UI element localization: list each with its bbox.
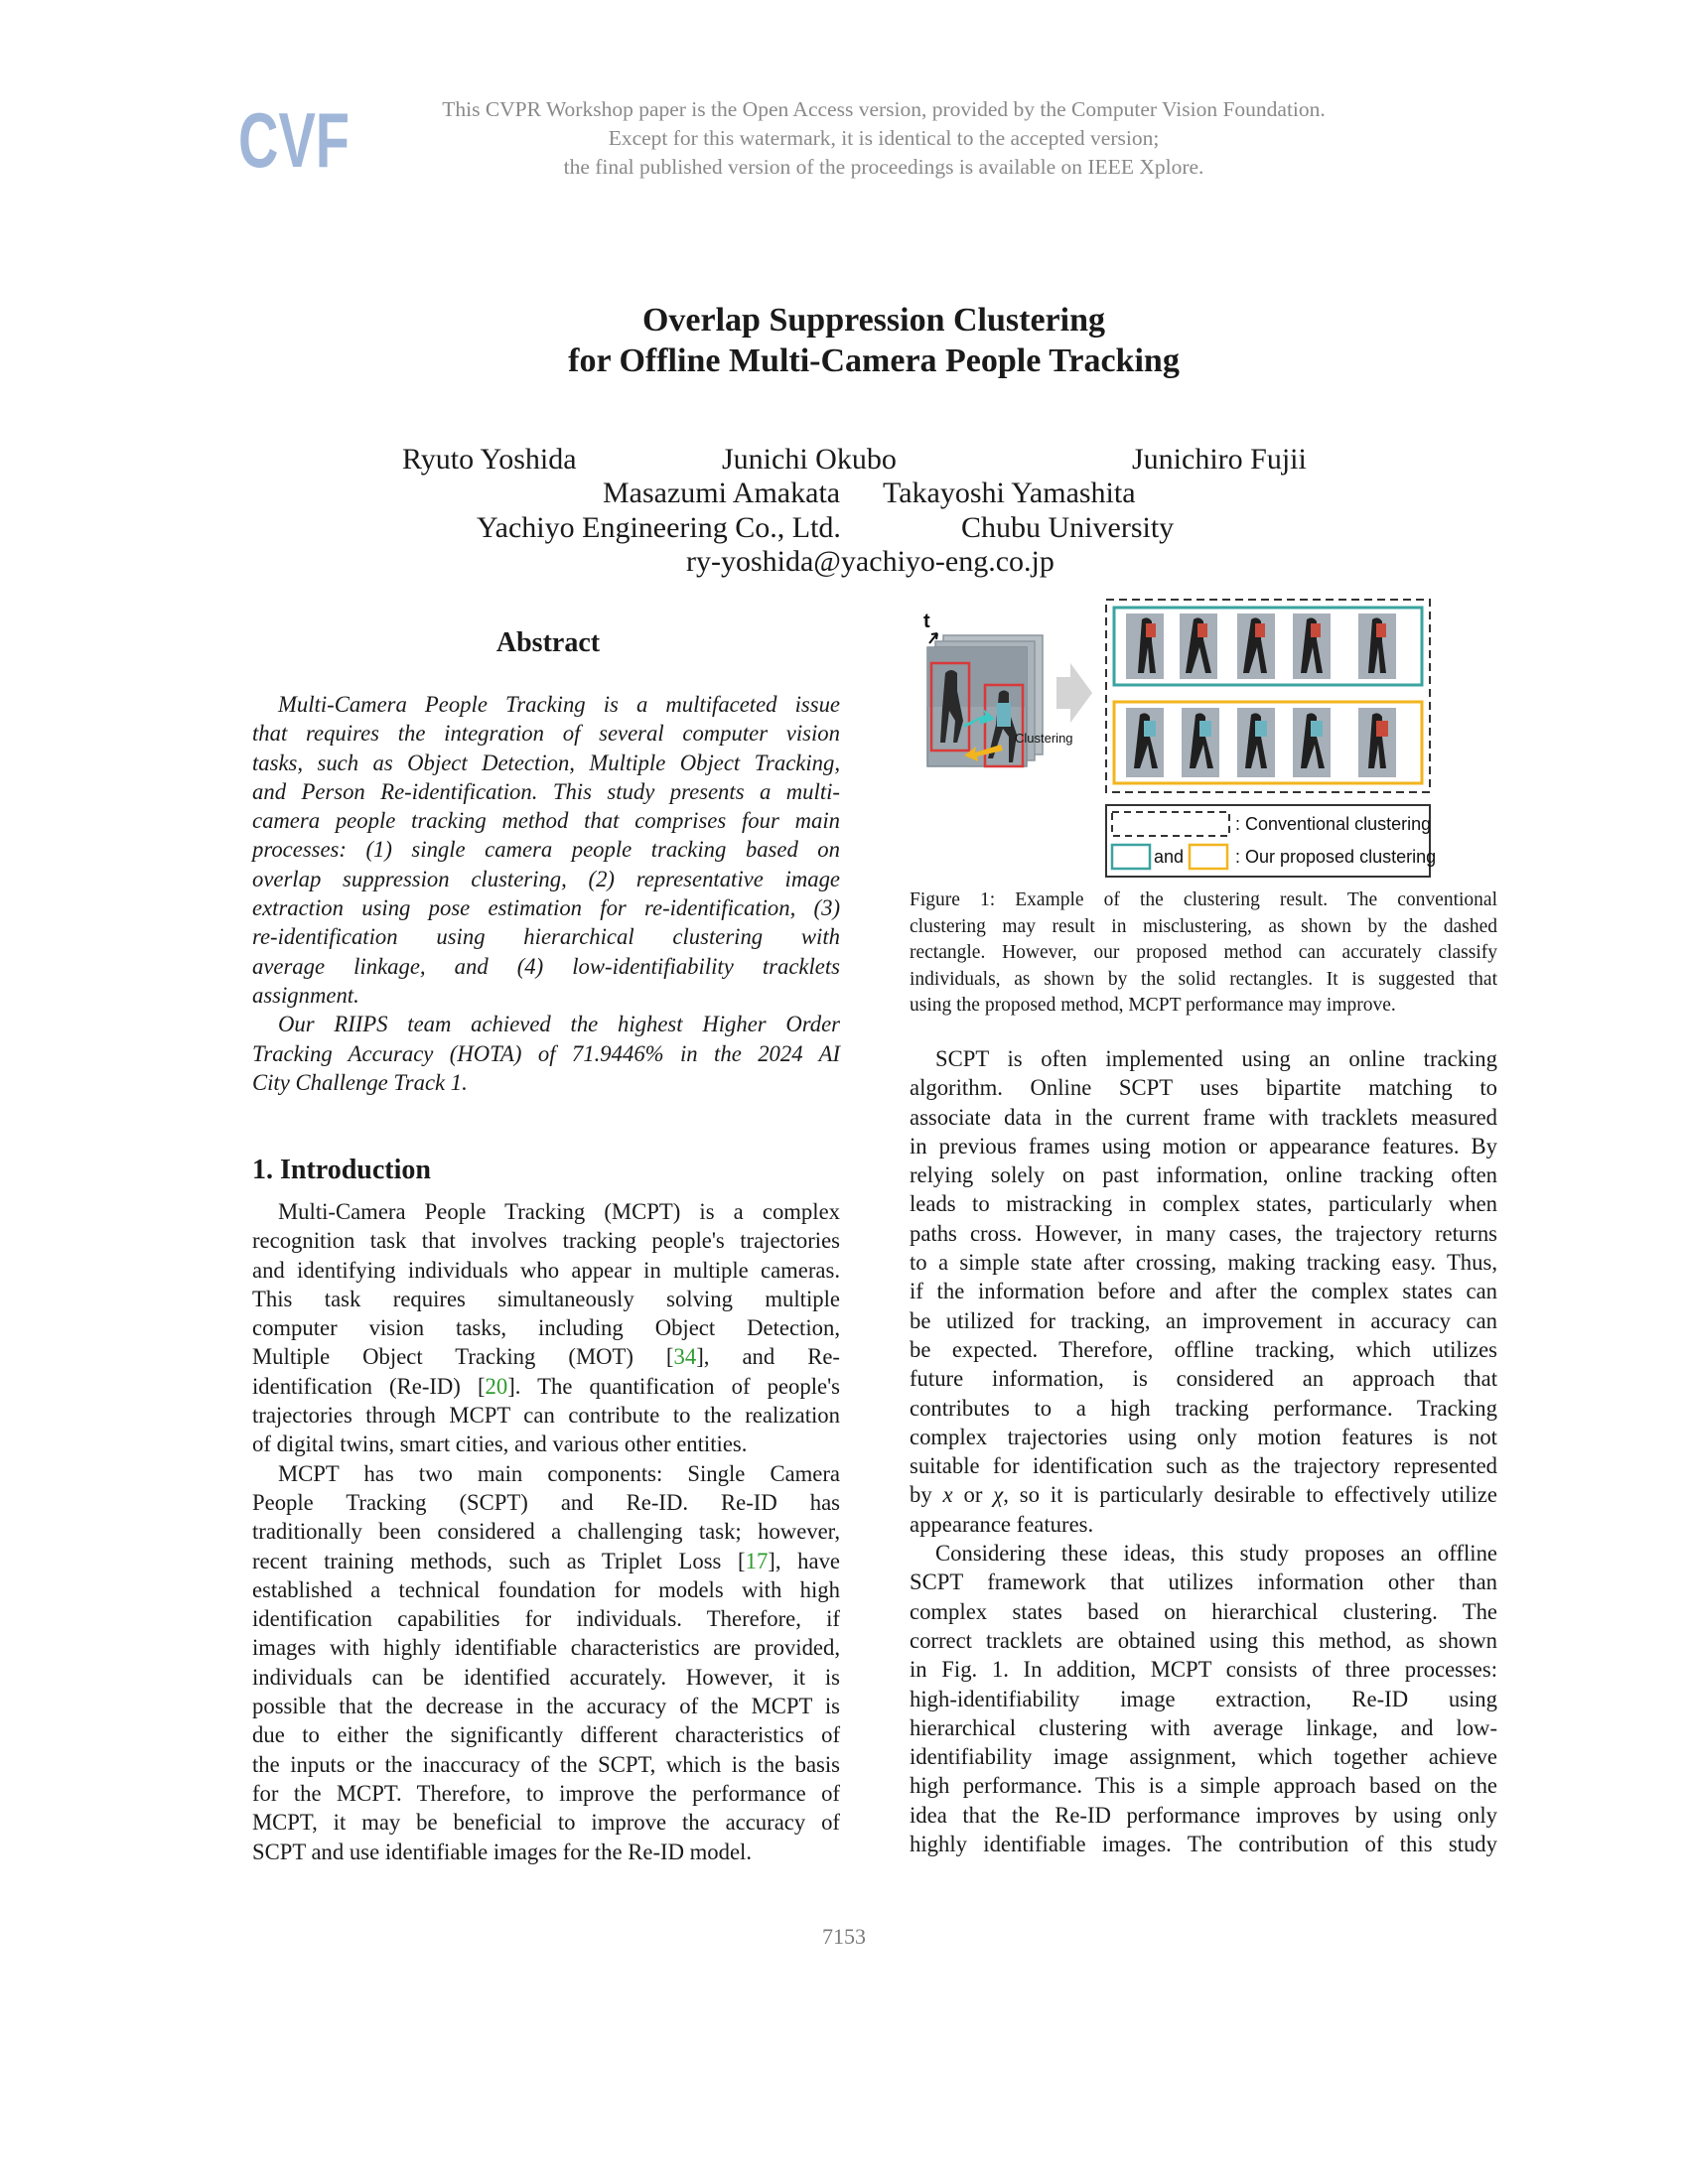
intro-line: MCPT, it may be beneficial to improve the accuracy of	[252, 1810, 840, 1836]
citation-link-17[interactable]: 17	[745, 1548, 769, 1573]
shirt-patch	[1199, 721, 1211, 737]
shirt-patch	[1146, 623, 1156, 637]
caption-line: clustering may result in misclustering, as shown by the dashed	[910, 915, 1497, 937]
shirt-patch	[1376, 623, 1386, 637]
intro-line: recognition task that involves tracking people's trajectories	[252, 1228, 840, 1254]
body-line: SCPT framework that utilizes information other than	[910, 1570, 1497, 1595]
body-line: in previous frames using motion or appearance features. By	[910, 1133, 1497, 1159]
body-text: or	[952, 1482, 994, 1508]
abstract-line: Tracking Accuracy (HOTA) of 71.9446% in the 2024 AI	[252, 1040, 840, 1066]
intro-body	[252, 1197, 840, 1866]
cvf-logo-text: CVF	[238, 96, 350, 184]
abstract-line: re-identification using hierarchical clustering with	[252, 924, 840, 950]
frame-background	[927, 647, 1027, 707]
time-axis-label: t	[923, 611, 930, 632]
intro-text: Multiple Object Tracking (MOT) [	[252, 1344, 674, 1370]
intro-line	[252, 1372, 840, 1401]
legend-and-label: and	[1154, 847, 1185, 867]
intro-line: trajectories through MCPT can contribute to the realization	[252, 1403, 840, 1429]
abstract-line: and Person Re-identification. This study presents a multi-	[252, 778, 840, 804]
body-line: high-identifiability image extraction, Re-ID using	[910, 1686, 1497, 1711]
title-line-1: Overlap Suppression Clustering	[641, 302, 1105, 339]
abstract-line: overlap suppression clustering, (2) representative image	[252, 866, 840, 891]
body-line: suitable for identification such as the trajectory represented	[910, 1453, 1497, 1479]
intro-line: and identifying individuals who appear in multiple cameras.	[252, 1257, 840, 1283]
math-symbol-chi: χ	[993, 1482, 1004, 1508]
body-line: if the information before and after the complex states can	[910, 1279, 1497, 1304]
legend-conventional-label: : Conventional clustering	[1235, 814, 1432, 834]
body-text: by	[910, 1482, 943, 1508]
abstract-body	[252, 690, 840, 1097]
body-line: leads to mistracking in complex states, particularly when	[910, 1191, 1497, 1217]
shirt-patch	[1311, 623, 1321, 637]
intro-line: possible that the decrease in the accuracy of the MCPT is	[252, 1694, 840, 1719]
body-line: complex trajectories using only motion features is not	[910, 1424, 1497, 1449]
page-number: 7153	[822, 1924, 866, 1949]
intro-line: individuals can be identified accurately. However, it is	[252, 1664, 840, 1690]
intro-text: ], and Re-	[696, 1344, 840, 1370]
watermark-line-2: Except for this watermark, it is identical to the accepted version;	[608, 126, 1160, 150]
abstract-line: processes: (1) single camera people tracking based on	[252, 837, 840, 863]
abstract-line: Our RIIPS team achieved the highest Higher Order	[278, 1012, 840, 1037]
abstract-line: camera people tracking method that comprises four main	[252, 808, 840, 834]
abstract-line: tasks, such as Object Detection, Multiple Object Tracking,	[252, 750, 840, 775]
body-line: complex states based on hierarchical clustering. The	[910, 1598, 1497, 1624]
watermark-line-3: the final published version of the proceedings is available on IEEE Xplore.	[563, 155, 1204, 179]
intro-line: of digital twins, smart cities, and various other entities.	[252, 1432, 748, 1457]
figure-1	[921, 596, 1477, 884]
body-line: future information, is considered an approach that	[910, 1366, 1497, 1392]
intro-text: recent training methods, such as Triplet Loss [	[252, 1548, 746, 1573]
affiliation-2: Chubu University	[961, 511, 1175, 544]
caption-line: individuals, as shown by the solid rectangles. It is suggested that	[910, 968, 1497, 990]
intro-text: ]. The quantification of people's	[507, 1373, 840, 1399]
legend-teal-swatch	[1112, 845, 1150, 869]
body-line: paths cross. However, in many cases, the trajectory returns	[910, 1220, 1497, 1246]
body-line: identifiability image assignment, which together achieve	[910, 1744, 1497, 1770]
intro-text: identification (Re-ID) [	[252, 1373, 486, 1399]
body-line: relying solely on past information, online tracking often	[910, 1162, 1497, 1188]
abstract-line: that requires the integration of several computer vision	[252, 721, 840, 747]
shirt-patch	[1255, 721, 1267, 737]
intro-line: traditionally been considered a challenging task; however,	[252, 1519, 840, 1545]
author-3: Junichiro Fujii	[1132, 443, 1307, 476]
author-5: Takayoshi Yamashita	[883, 477, 1136, 509]
citation-link-20[interactable]: 20	[485, 1373, 508, 1399]
caption-line: Figure 1: Example of the clustering result. The conventional	[910, 889, 1497, 910]
body-line: high performance. This is a simple approach based on the	[910, 1773, 1497, 1799]
abstract-line: average linkage, and (4) low-identifiability tracklets	[252, 953, 840, 979]
caption-line: rectangle. However, our proposed method can accurately classify	[910, 942, 1497, 963]
citation-link-34[interactable]: 34	[673, 1344, 697, 1370]
intro-line	[252, 1547, 840, 1575]
watermark-notice	[357, 95, 1410, 182]
legend-proposed-label: : Our proposed clustering	[1235, 847, 1437, 867]
cluster-thumbnails-top	[1126, 614, 1396, 679]
intro-line: People Tracking (SCPT) and Re-ID. Re-ID has	[252, 1489, 840, 1515]
clustering-label: Clustering	[1015, 731, 1073, 746]
body-line: contributes to a high tracking performance. Tracking	[910, 1395, 1497, 1421]
intro-line: SCPT and use identifiable images for the Re-ID model.	[252, 1839, 753, 1864]
caption-line: using the proposed method, MCPT performance may improve.	[910, 995, 1396, 1016]
shirt-patch	[1311, 721, 1323, 737]
abstract-line: City Challenge Track 1.	[252, 1069, 468, 1095]
legend-dashed-swatch	[1112, 812, 1229, 836]
math-symbol-x: x	[942, 1482, 953, 1508]
body-line: correct tracklets are obtained using this method, as shown	[910, 1627, 1497, 1653]
body-line: highly identifiable images. The contribution of this study	[910, 1832, 1497, 1857]
intro-line: identification capabilities for individuals. Therefore, if	[252, 1606, 840, 1632]
shirt-patch	[1197, 623, 1207, 637]
intro-line: images with highly identifiable characteristics are provided,	[252, 1635, 840, 1661]
person-shirt	[997, 703, 1011, 727]
shirt-patch	[1376, 721, 1388, 737]
shirt-patch	[1144, 721, 1156, 737]
body-line: hierarchical clustering with average linkage, and low-	[910, 1714, 1497, 1740]
body-line: be expected. Therefore, offline tracking, which utilizes	[910, 1336, 1497, 1362]
intro-line: Multi-Camera People Tracking (MCPT) is a complex	[278, 1199, 840, 1224]
intro-line: the inputs or the inaccuracy of the SCPT, which is the basis	[252, 1751, 840, 1777]
body-line: to a simple state after crossing, making tracking easy. Thus,	[910, 1250, 1497, 1276]
right-column-body	[910, 1044, 1497, 1858]
author-email: ry-yoshida@yachiyo-eng.co.jp	[686, 545, 1055, 578]
body-line: associate data in the current frame with tracklets measured	[910, 1104, 1497, 1130]
body-line: in Fig. 1. In addition, MCPT consists of three processes:	[910, 1657, 1497, 1683]
affiliation-1: Yachiyo Engineering Co., Ltd.	[477, 511, 841, 544]
process-arrow-icon	[1056, 663, 1092, 723]
body-line: algorithm. Online SCPT uses bipartite matching to	[910, 1075, 1497, 1101]
abstract-heading: Abstract	[495, 627, 601, 658]
cluster-thumbnails-bottom	[1126, 708, 1396, 777]
shirt-patch	[1255, 623, 1265, 637]
intro-line	[252, 1342, 840, 1371]
cvf-logo	[238, 96, 352, 184]
body-line	[910, 1480, 1497, 1509]
body-line: idea that the Re-ID performance improves by using only	[910, 1802, 1497, 1828]
intro-text: ], have	[768, 1548, 840, 1573]
intro-line: This task requires simultaneously solving multiple	[252, 1286, 840, 1311]
abstract-line: extraction using pose estimation for re-identification, (3)	[252, 895, 840, 921]
abstract-line: assignment.	[252, 982, 359, 1008]
body-line: appearance features.	[910, 1511, 1094, 1537]
body-line: be utilized for tracking, an improvement in accuracy can	[910, 1307, 1497, 1333]
figure-1-caption	[910, 887, 1497, 1020]
legend-yellow-swatch	[1190, 845, 1227, 869]
intro-line: MCPT has two main components: Single Camera	[278, 1460, 840, 1486]
author-2: Junichi Okubo	[722, 443, 897, 476]
author-4: Masazumi Amakata	[603, 477, 841, 509]
body-line: SCPT is often implemented using an online tracking	[935, 1046, 1497, 1071]
abstract-line: Multi-Camera People Tracking is a multifaceted issue	[278, 692, 840, 717]
watermark-line-1: This CVPR Workshop paper is the Open Access version, provided by the Computer Vision Foundation.	[442, 97, 1326, 121]
intro-line: established a technical foundation for models with high	[252, 1576, 840, 1602]
intro-line: due to either the significantly different characteristics of	[252, 1722, 840, 1748]
intro-heading: 1. Introduction	[252, 1155, 431, 1185]
body-line: Considering these ideas, this study proposes an offline	[935, 1541, 1497, 1567]
intro-line: computer vision tasks, including Object Detection,	[252, 1315, 840, 1341]
paper-title	[298, 300, 1450, 381]
intro-line: for the MCPT. Therefore, to improve the performance of	[252, 1780, 840, 1806]
title-line-2: for Offline Multi-Camera People Tracking	[568, 342, 1180, 379]
body-text: , so it is particularly desirable to effectively utilize	[1003, 1482, 1497, 1508]
author-1: Ryuto Yoshida	[402, 443, 577, 476]
